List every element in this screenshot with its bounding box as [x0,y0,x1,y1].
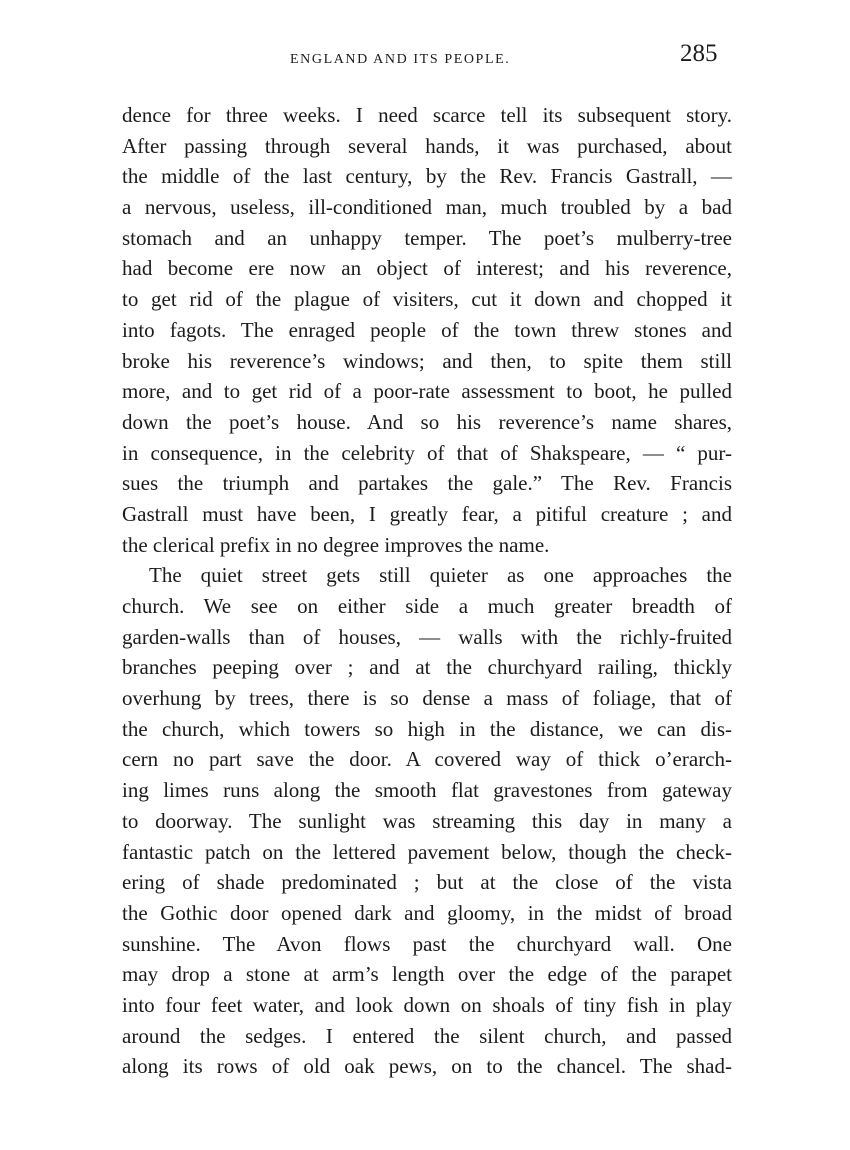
text-line: cern no part save the door. A covered way of thick o’erarch- [122,747,732,772]
text-line: had become ere now an object of interest; and his reverence, [122,256,732,281]
text-line: dence for three weeks. I need scarce tell its subsequent story. [122,103,732,127]
text-line: garden-walls than of houses, — walls with the richly-fruited [122,624,732,649]
text-line: in consequence, in the celebrity of that of Shakspeare, — “ pur- [122,440,732,465]
text-line: ering of shade predominated ; but at the close of the vista [122,870,732,895]
body-text [122,100,732,1082]
text-line: the Gothic door opened dark and gloomy, in the midst of broad [122,900,732,925]
text-line: down the poet’s house. And so his reverence’s name shares, [122,409,732,434]
paragraph-start-line: The quiet street gets still quieter as one approaches the [149,563,732,588]
text-line: sues the triumph and partakes the gale.” The Rev. Francis [122,471,732,496]
text-line: into four feet water, and look down on shoals of tiny fish in play [122,992,732,1017]
text-line: Gastrall must have been, I greatly fear, a pitiful creature ; and [122,501,732,526]
text-line: to doorway. The sunlight was streaming this day in many a [122,808,732,833]
text-line: the church, which towers so high in the distance, we can dis- [122,716,732,741]
text-line: ing limes runs along the smooth flat gravestones from gateway [122,778,732,803]
text-line: the middle of the last century, by the Rev. Francis Gastrall, — [122,164,732,189]
text-line: broke his reverence’s windows; and then, to spite them still [122,348,732,373]
paragraph-end-line: the clerical prefix in no degree improves the name. [122,532,550,557]
text-line: sunshine. The Avon flows past the churchyard wall. One [122,931,732,956]
text-line: into fagots. The enraged people of the town threw stones and [122,317,732,342]
text-line: more, and to get rid of a poor-rate assessment to boot, he pulled [122,379,732,404]
text-line: along its rows of old oak pews, on to the chancel. The shad- [122,1054,732,1079]
text-line: stomach and an unhappy temper. The poet’s mulberry-tree [122,225,732,250]
page-number: 285 [680,40,718,67]
text-line: overhung by trees, there is so dense a mass of foliage, that of [122,686,732,711]
text-line: fantastic patch on the lettered pavement below, though the check- [122,839,732,864]
text-line: After passing through several hands, it was purchased, about [122,133,732,158]
text-line: branches peeping over ; and at the churchyard railing, thickly [122,655,732,680]
text-line: church. We see on either side a much greater breadth of [122,594,732,618]
running-title: ENGLAND AND ITS PEOPLE. [290,52,511,67]
text-line: a nervous, useless, ill-conditioned man, much troubled by a bad [122,195,732,220]
text-line: around the sedges. I entered the silent church, and passed [122,1023,732,1048]
text-line: may drop a stone at arm’s length over the edge of the parapet [122,962,732,987]
text-line: to get rid of the plague of visiters, cut it down and chopped it [122,287,732,312]
